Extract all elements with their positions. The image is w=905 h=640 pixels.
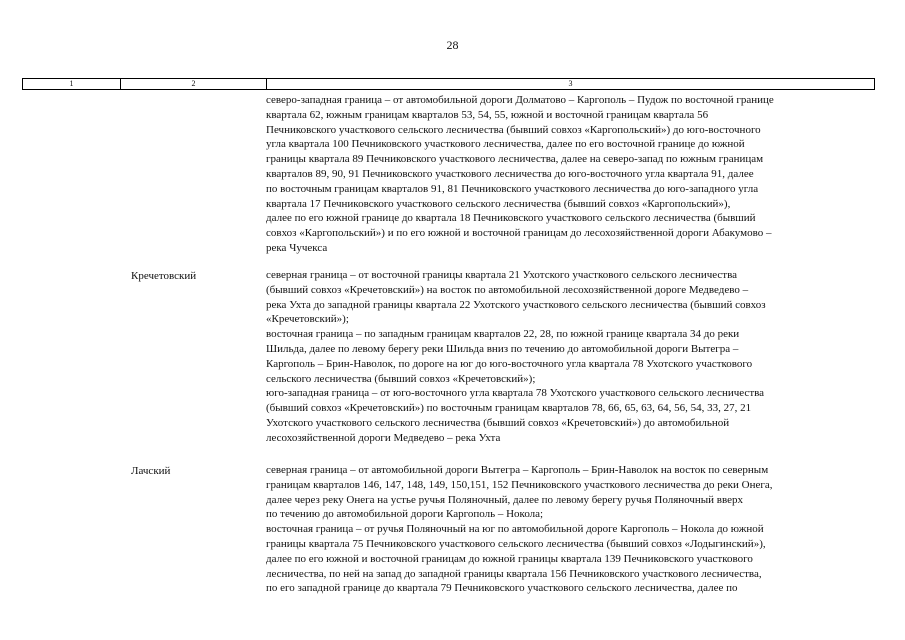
page-number: 28 <box>446 38 459 52</box>
boundary-description-continued <box>266 93 871 256</box>
description-line: лесничества, по ней на запад до западной границы квартала 156 Печниковского участкового лесничества, <box>266 567 762 580</box>
description-line: сельского лесничества (бывший совхоз «Кречетовский»); <box>266 372 536 385</box>
description-line: лесохозяйственной дороги Медведево – река Ухта <box>266 431 501 444</box>
description-line: северная граница – от автомобильной дороги Вытегра – Каргополь – Брин-Наволок на восток по северным <box>266 464 769 476</box>
boundary-description-lachsky <box>266 463 871 596</box>
description-line: восточная граница – по западным границам кварталов 22, 28, по южной границе квартала 34 до реки <box>266 328 740 341</box>
description-line: далее через реку Онега на устье ручья Поляночный, далее по левому берегу ручья Поляночный вверх <box>266 493 744 506</box>
description-line: юго-западная граница – от юго-восточного угла квартала 78 Ухотского участкового сельского лесничества <box>266 387 765 400</box>
description-line: северо-западная граница – от автомобильной дороги Долматово – Каргополь – Пудож по восточной границе <box>266 94 774 106</box>
description-line: «Кречетовский»); <box>266 313 349 326</box>
description-line: по восточным границам кварталов 91, 81 Печниковского участкового лесничества до юго-западного угла <box>266 182 759 195</box>
boundary-description-krechetovsky <box>266 268 871 446</box>
description-line: по его западной границе до квартала 79 Печниковского участкового сельского лесничества, далее по <box>266 582 738 595</box>
column-header-2: 2 <box>121 79 267 89</box>
description-line: границы квартала 75 Печниковского участкового сельского лесничества (бывший совхоз «Лодыгинский»), <box>266 537 766 550</box>
description-line: по течению до автомобильной дороги Каргополь – Нокола; <box>266 508 544 521</box>
description-line: Каргополь – Брин-Наволок, по дороге на юг до юго-восточного угла квартала 78 Ухотского участкового <box>266 357 753 370</box>
description-line: Ухотского участкового сельского лесничества (бывший совхоз «Кречетовский») до автомобильной <box>266 416 730 429</box>
description-line: угла квартала 100 Печниковского участкового лесничества, далее по его восточной границе до южной <box>266 138 745 151</box>
description-line: северная граница – от восточной границы квартала 21 Ухотского участкового сельского лесничества <box>266 269 738 281</box>
region-name-krechetovsky: Кречетовский <box>131 270 197 282</box>
description-line: квартала 17 Печниковского участкового сельского лесничества (бывший совхоз «Каргопольский»), <box>266 197 731 210</box>
description-line: границы квартала 89 Печниковского участкового лесничества, далее на северо-запад по южным границам <box>266 153 764 166</box>
column-header-row <box>22 78 875 90</box>
description-line: Шильда, далее по левому берегу реки Шильда вниз по течению до автомобильной дороги Вытегра – <box>266 342 739 355</box>
description-line: река Чучекса <box>266 241 328 254</box>
description-line: кварталов 89, 90, 91 Печниковского участкового лесничества до юго-восточного угла квартала 91, далее <box>266 167 754 180</box>
column-header-3: 3 <box>568 79 573 88</box>
description-line: далее по его южной и восточной границам до южной границы квартала 139 Печниковского участкового <box>266 552 753 565</box>
description-line: совхоз «Каргопольский») и по его южной и восточной границам до лесохозяйственной дороги Абакумово – <box>266 227 772 240</box>
description-line: Печниковского участкового сельского лесничества (бывший совхоз «Каргопольский») до юго-восточного <box>266 123 761 136</box>
region-name-lachsky: Лачский <box>131 465 171 477</box>
description-line: река Ухта до западной границы квартала 22 Ухотского участкового сельского лесничества (бывший совхоз <box>266 298 766 311</box>
description-line: (бывший совхоз «Кречетовский») по восточным границам кварталов 78, 66, 65, 63, 64, 56, 54, 33, 27, 21 <box>266 402 752 415</box>
description-line: далее по его южной границе до квартала 18 Печниковского участкового сельского лесничества (бывший <box>266 212 756 225</box>
description-line: (бывший совхоз «Кречетовский») на восток по автомобильной лесохозяйственной дороге Медведево – <box>266 283 749 296</box>
description-line: восточная граница – от ручья Поляночный на юг по автомобильной дороге Каргополь – Нокола до южной <box>266 523 764 536</box>
column-header-1: 1 <box>23 79 121 89</box>
description-line: квартала 62, южным границам кварталов 53, 54, 55, южной и восточной границам квартала 56 <box>266 108 709 121</box>
description-line: границам кварталов 146, 147, 148, 149, 150,151, 152 Печниковского участкового лесничества до реки Онега, <box>266 478 773 491</box>
